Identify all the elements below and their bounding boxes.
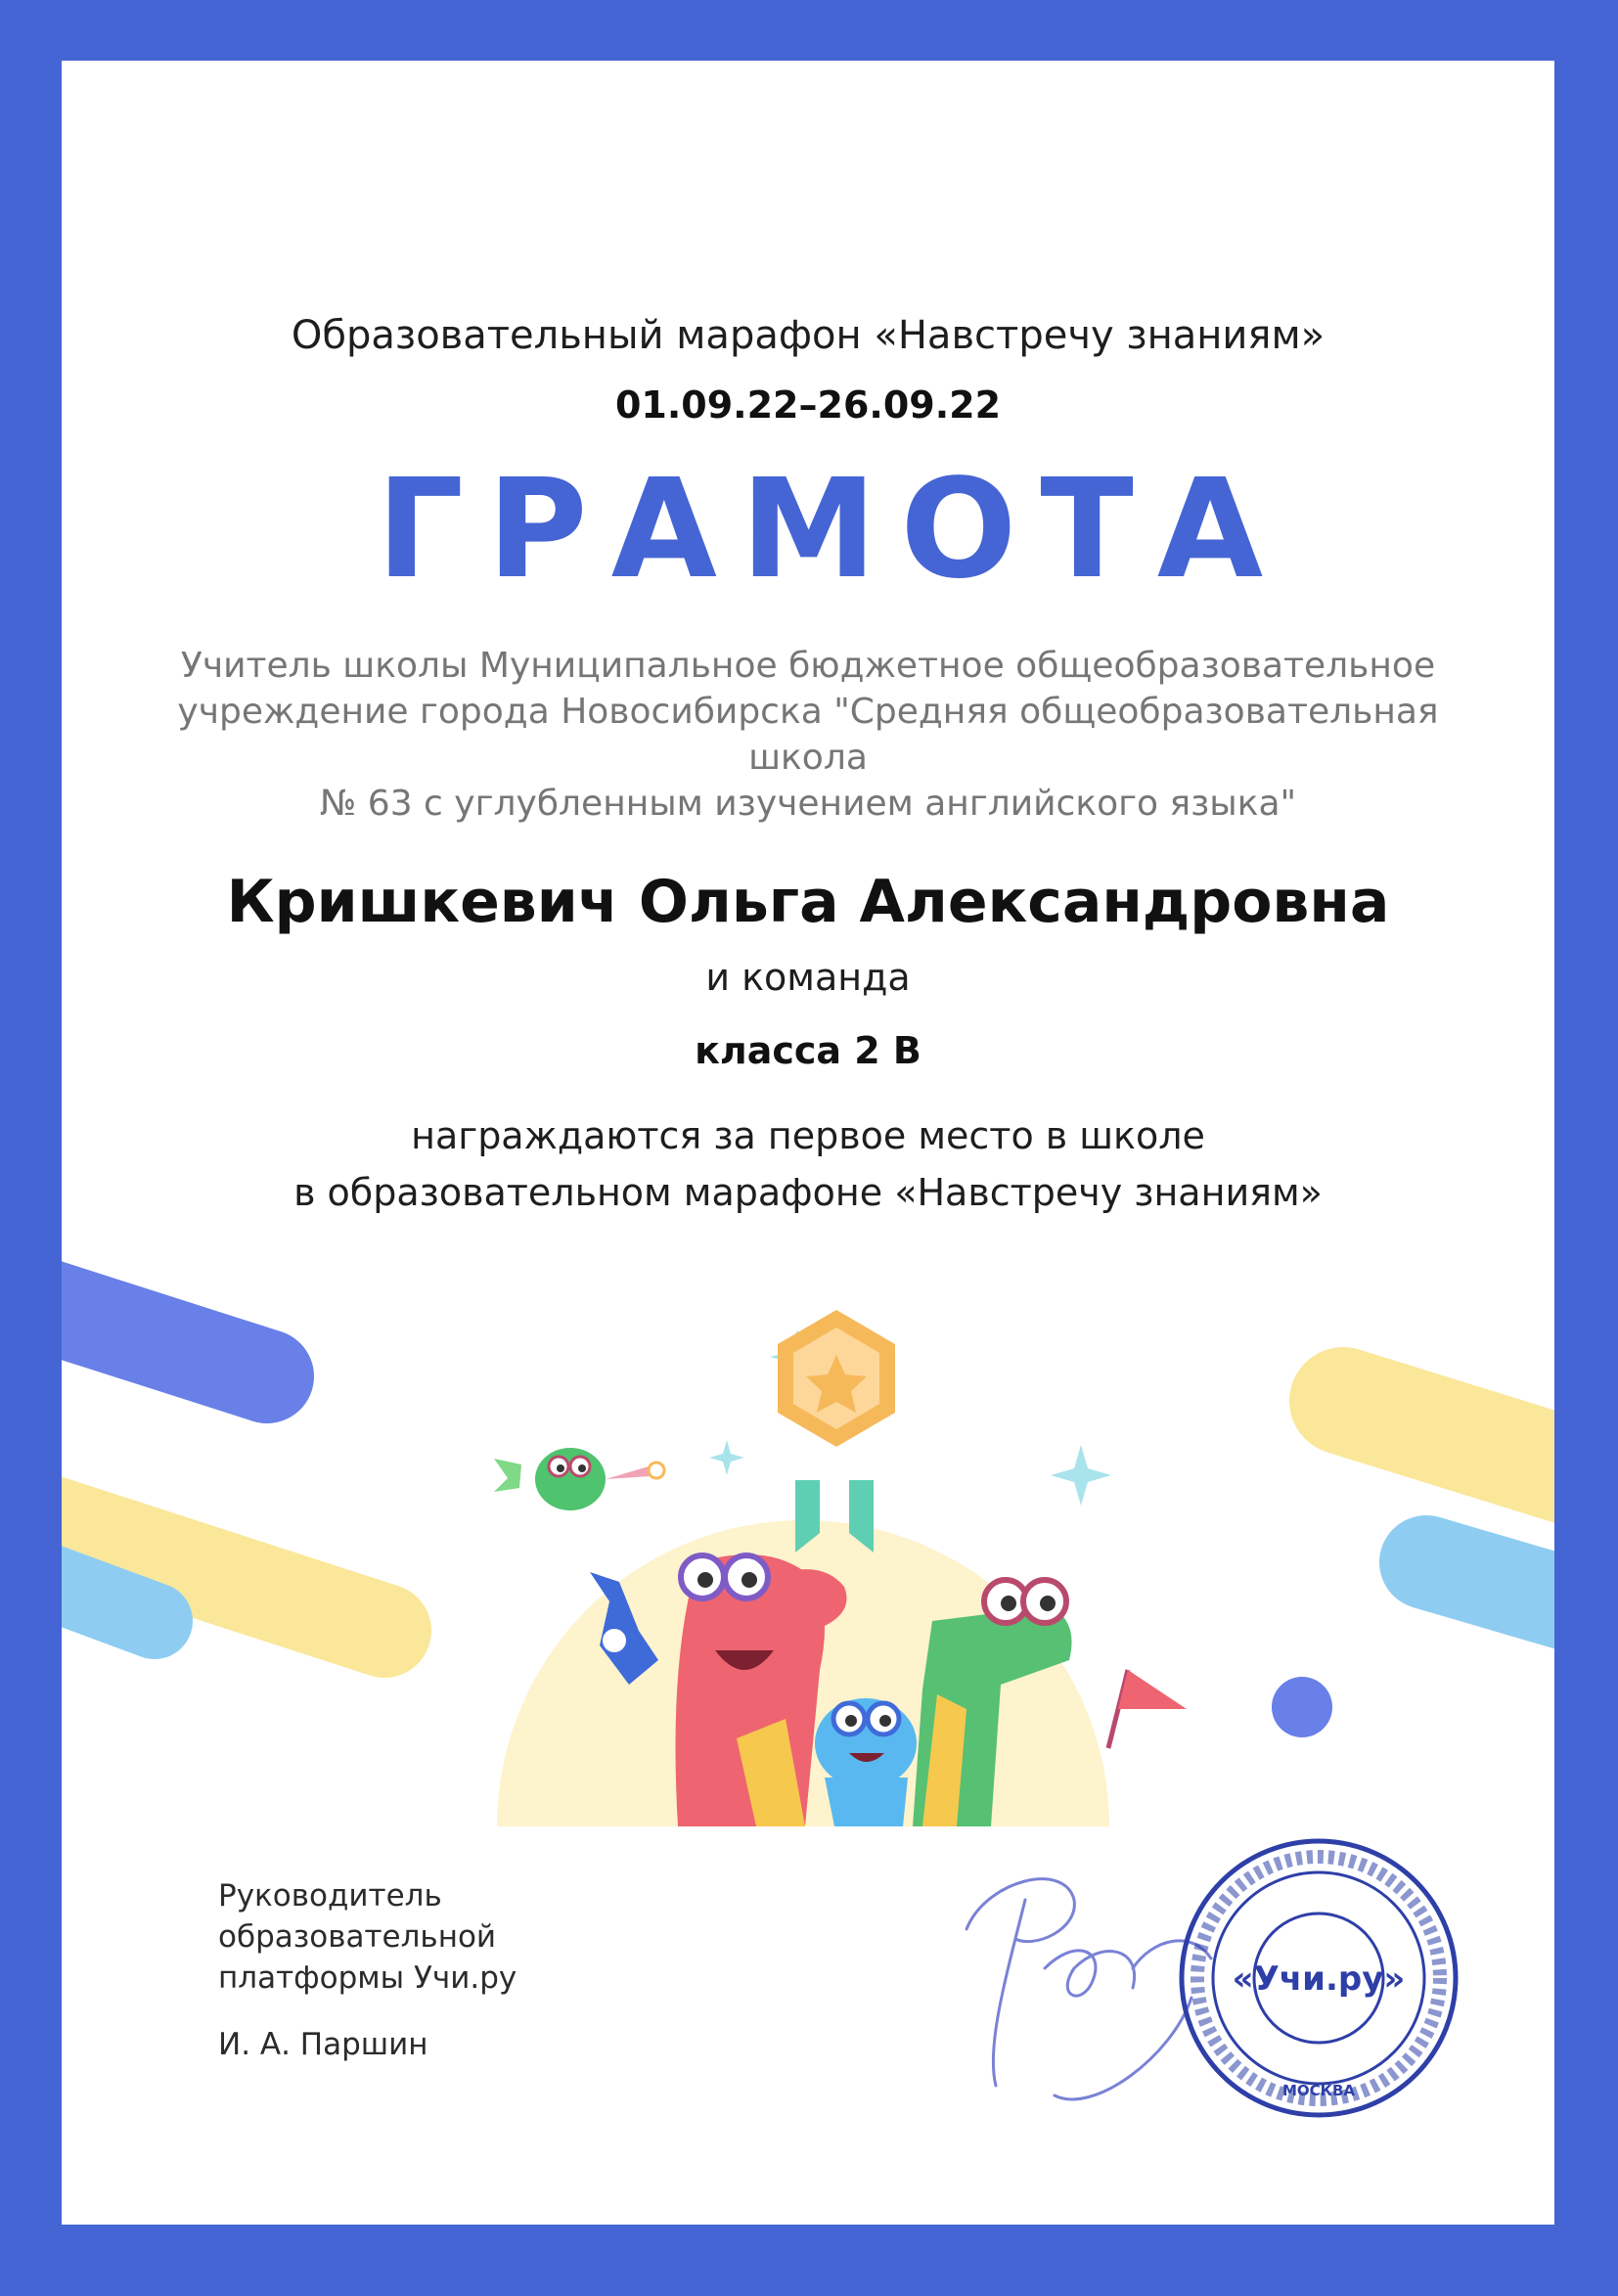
- signer-name: И. А. Паршин: [218, 2027, 428, 2062]
- stamp-center-text: «Учи.ру»: [1232, 1959, 1406, 1999]
- right-decor-stripes: [1272, 1401, 1554, 1737]
- class-label: класса 2 В: [695, 1029, 921, 1072]
- signer-title: [218, 1875, 517, 1999]
- school-description: [120, 643, 1496, 827]
- awardee-name: Кришкевич Ольга Александровна: [226, 868, 1390, 936]
- team-label: и команда: [705, 956, 911, 999]
- school-line: учреждение города Новосибирска "Средняя общеобразовательная школа: [177, 692, 1439, 778]
- medal-icon: [778, 1310, 895, 1553]
- handwritten-signature: [966, 1879, 1211, 2099]
- document-title: ГРАМОТА: [376, 450, 1287, 609]
- flying-dragon-icon: [494, 1448, 664, 1510]
- school-line: № 63 с углубленным изучением английского языка": [319, 784, 1297, 824]
- sparkle-icons: [709, 1329, 1111, 1506]
- signer-title-line: Руководитель: [218, 1878, 442, 1913]
- reason-line: в образовательном марафоне «Навстречу знаниям»: [293, 1171, 1323, 1214]
- stamp-seal-icon: [1182, 1841, 1456, 2115]
- signer-title-line: образовательной: [218, 1919, 497, 1955]
- signature-stamp: [898, 1822, 1505, 2144]
- event-title: Образовательный марафон «Навстречу знаниям»: [291, 313, 1326, 358]
- mascots-illustration: [62, 1249, 1554, 1856]
- award-reason: [62, 1107, 1554, 1221]
- signer-title-line: платформы Учи.ру: [218, 1960, 517, 1996]
- certificate-sheet: [62, 61, 1554, 2225]
- stamp-city-text: МОСКВА: [1282, 2082, 1355, 2099]
- school-line: Учитель школы Муниципальное бюджетное общеобразовательное: [180, 646, 1436, 686]
- left-decor-stripes: [62, 1298, 384, 1631]
- event-dates: 01.09.22–26.09.22: [614, 383, 1002, 427]
- reason-line: награждаются за первое место в школе: [411, 1114, 1205, 1157]
